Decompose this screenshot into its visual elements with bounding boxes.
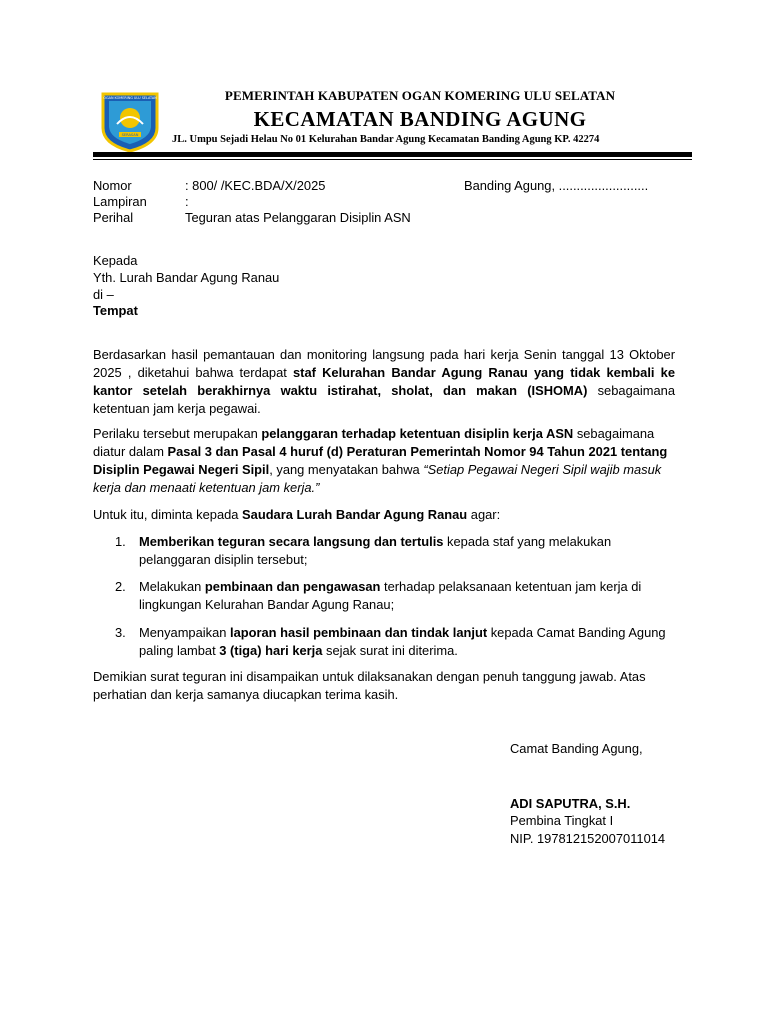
recipient-name: Yth. Lurah Bandar Agung Ranau: [93, 270, 280, 285]
paragraph-1: Berdasarkan hasil pemantauan dan monitoring langsung pada hari kerja Senin tanggal 13 Oktober 2025 , diketahui bahwa terdapat staf Kelurahan Bandar Agung Ranau yang tidak kembali ke kantor setelah berakhirnya waktu istirahat, sholat, dan makan (ISHOMA) sebagaimana ketentuan jam kerja pegawai.: [93, 347, 676, 416]
paragraph-2: Perilaku tersebut merupakan pelanggaran terhadap ketentuan disiplin kerja ASN sebagaimana diatur dalam Pasal 3 dan Pasal 4 huruf (d) Peraturan Pemerintah Nomor 94 Tahun 2021 tentang Disiplin Pegawai Negeri Sipil, yang menyatakan bahwa “Setiap Pegawai Negeri Sipil wajib masuk kerja dan menaati ketentuan jam kerja.”: [93, 426, 668, 495]
signature-name: ADI SAPUTRA, S.H.: [510, 796, 631, 811]
svg-text:SERASAN: SERASAN: [121, 133, 139, 138]
header-rule-thick: [93, 152, 692, 157]
signature-rank: Pembina Tingkat I: [510, 813, 614, 828]
perihal-value: Teguran atas Pelanggaran Disiplin ASN: [185, 210, 411, 225]
office-name: KECAMATAN BANDING AGUNG: [253, 107, 587, 131]
office-address: JL. Umpu Sejadi Helau No 01 Kelurahan Bandar Agung Kecamatan Banding Agung KP. 42274: [172, 134, 600, 145]
lampiran-label: Lampiran: [93, 194, 147, 209]
signature-nip: NIP. 197812152007011014: [510, 831, 666, 846]
paragraph-3: Untuk itu, diminta kepada Saudara Lurah Bandar Agung Ranau agar:: [93, 507, 501, 522]
perihal-label: Perihal: [93, 210, 134, 225]
closing-paragraph: Demikian surat teguran ini disampaikan untuk dilaksanakan dengan penuh tanggung jawab. Atas perhatian dan kerja samanya diucapkan terima kasih.: [93, 669, 646, 702]
recipient-tempat: Tempat: [93, 303, 138, 318]
header-rule-thin: [93, 159, 692, 160]
government-name: PEMERINTAH KABUPATEN OGAN KOMERING ULU SELATAN: [224, 88, 616, 103]
svg-text:OGAN KOMERING ULU SELATAN: OGAN KOMERING ULU SELATAN: [103, 96, 157, 100]
regency-logo: [97, 88, 163, 154]
recipient-kepada: Kepada: [93, 253, 138, 268]
signature-title: Camat Banding Agung,: [510, 741, 643, 756]
recipient-di: di –: [93, 287, 114, 302]
place-date: Banding Agung, .........................: [464, 178, 649, 193]
nomor-value: : 800/ /KEC.BDA/X/2025: [185, 178, 326, 193]
nomor-label: Nomor: [93, 178, 132, 193]
lampiran-value: :: [185, 194, 189, 209]
